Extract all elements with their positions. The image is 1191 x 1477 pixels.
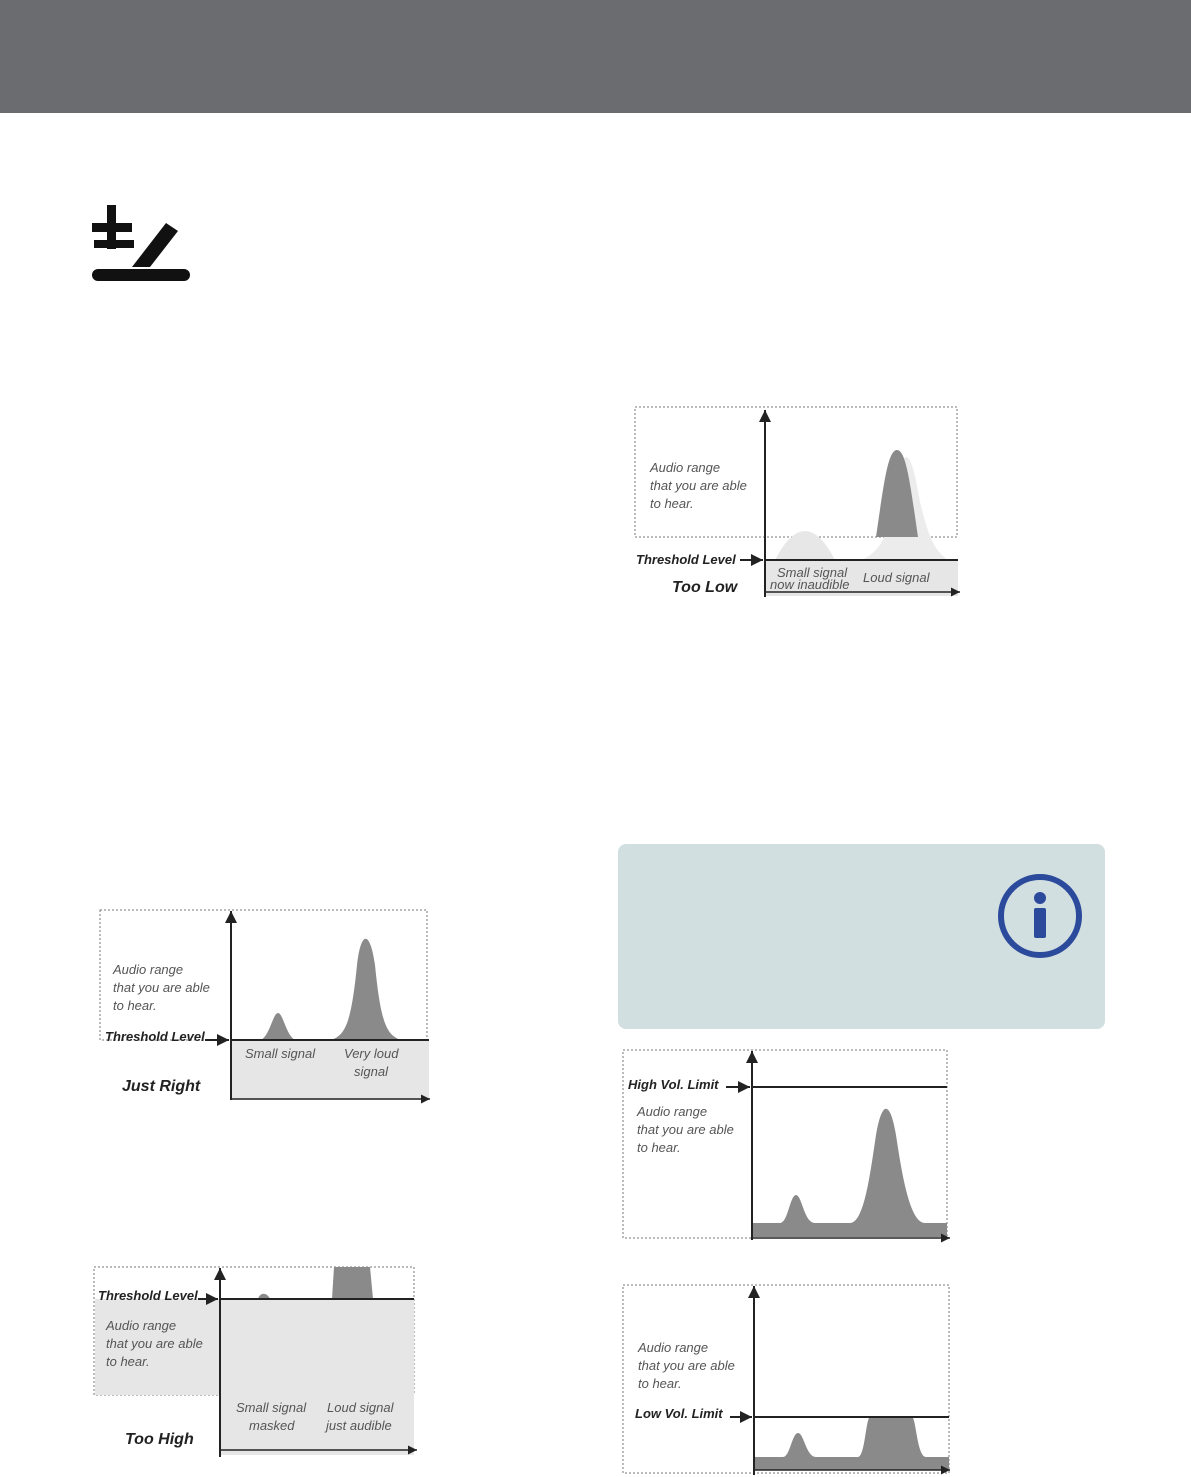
small-signal-text-2: now inaudible bbox=[770, 577, 850, 592]
loud-signal-text-1: Very loud bbox=[344, 1046, 399, 1061]
range-text-3: to hear. bbox=[106, 1354, 150, 1369]
loud-signal-text-2: signal bbox=[354, 1064, 388, 1079]
range-text-2: that you are able bbox=[650, 478, 747, 493]
range-text-3: to hear. bbox=[650, 496, 694, 511]
range-text-1: Audio range bbox=[637, 1104, 708, 1119]
figure-caption: Too Low bbox=[672, 579, 738, 596]
range-text-3: to hear. bbox=[113, 998, 157, 1013]
header-bar bbox=[0, 0, 1191, 113]
small-signal-text-1: Small signal bbox=[777, 565, 848, 580]
plus-minus-coil-icon bbox=[92, 205, 192, 287]
low-vol-limit-label: Low Vol. Limit bbox=[635, 1406, 723, 1421]
info-icon bbox=[996, 872, 1084, 960]
small-signal-text-2: masked bbox=[249, 1418, 295, 1433]
figure-low-vol-limit bbox=[620, 1280, 960, 1477]
loud-signal-text-1: Loud signal bbox=[327, 1400, 394, 1415]
loud-signal-text-2: just audible bbox=[326, 1418, 392, 1433]
range-text-2: that you are able bbox=[113, 980, 210, 995]
figure-high-vol-limit bbox=[620, 1045, 960, 1245]
range-text-2: that you are able bbox=[638, 1358, 735, 1373]
range-text-1: Audio range bbox=[638, 1340, 709, 1355]
figure-caption: Just Right bbox=[122, 1078, 201, 1095]
range-text-2: that you are able bbox=[106, 1336, 203, 1351]
range-text-3: to hear. bbox=[638, 1376, 682, 1391]
loud-signal-text: Loud signal bbox=[863, 570, 930, 585]
range-text-3: to hear. bbox=[637, 1140, 681, 1155]
small-signal-text: Small signal bbox=[245, 1046, 316, 1061]
figure-too-high bbox=[92, 1262, 432, 1462]
threshold-label: Threshold Level bbox=[636, 552, 736, 567]
range-text-1: Audio range bbox=[113, 962, 184, 977]
range-text-1: Audio range bbox=[106, 1318, 177, 1333]
small-signal-text-1: Small signal bbox=[236, 1400, 307, 1415]
range-text-1: Audio range bbox=[650, 460, 721, 475]
range-text-2: that you are able bbox=[637, 1122, 734, 1137]
high-vol-limit-label: High Vol. Limit bbox=[628, 1077, 719, 1092]
figure-caption: Too High bbox=[125, 1431, 194, 1448]
threshold-label: Threshold Level bbox=[98, 1288, 198, 1303]
figure-too-low bbox=[630, 402, 970, 602]
threshold-label: Threshold Level bbox=[105, 1029, 205, 1044]
figure-just-right bbox=[95, 905, 440, 1105]
